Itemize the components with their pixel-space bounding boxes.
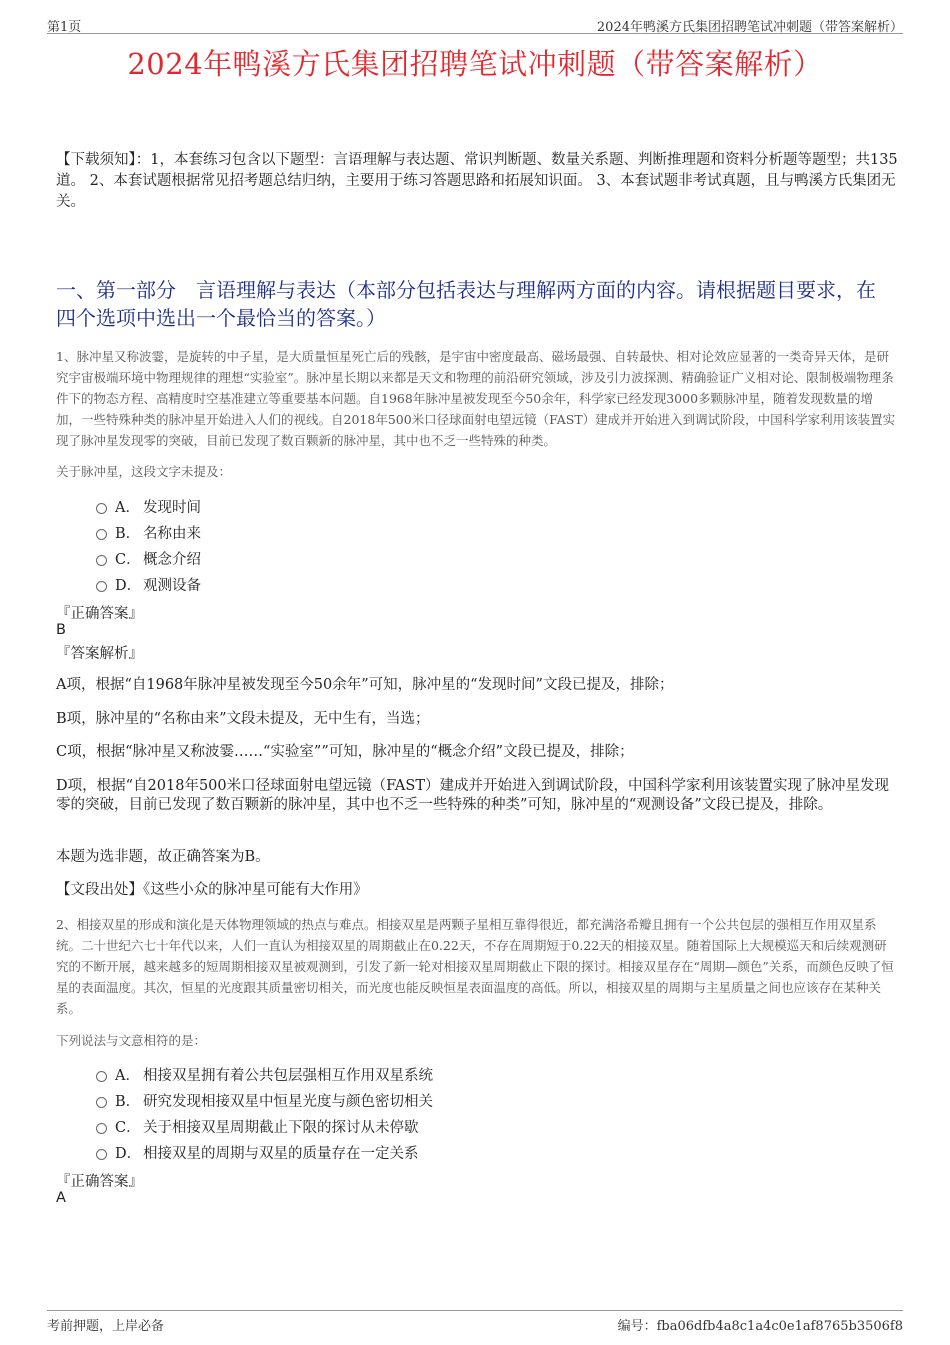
page-header [47, 14, 903, 34]
footer-doc-id: 编号：fba06dfb4a8c1a4c0e1af8765b3506f8 [617, 1319, 903, 1334]
question-1-options [96, 493, 201, 597]
analysis-b: B项，脉冲星的“名称由来”文段未提及，无中生有，当选； [56, 711, 430, 727]
document-title: 2024年鸭溪方氏集团招聘笔试冲刺题（带答案解析） [127, 47, 823, 81]
question-2-passage: 2、相接双星的形成和演化是天体物理领域的热点与难点。相接双星是两颗子星相互靠得很近，都充满洛希瓣且拥有一个公共包层的强相互作用双星系统。二十世纪六七十年代以来，人们一直认为相接双星的周期截止在0.22天，不存在周期短于0.22天的相接双星。随着国际上大规模巡天和后续观测研究的不断开展，越来越多的短周期相接双星被观测到，引发了新一轮对相接双星周期截止下限的探讨。相接双星存在“周期—颜色”关系，而颜色反映了恒星的表面温度。其次，恒星的光度跟其质量密切相关，而光度也能反映恒星表面温度的高低。所以，相接双星的周期与主星质量之间也应该存在某种关系。 [56, 917, 894, 1016]
option-b[interactable]: B． 名称由来 [96, 519, 201, 545]
option-a[interactable]: A． 相接双星拥有着公共包层强相互作用双星系统 [96, 1061, 433, 1087]
answer-label: 『正确答案』 [56, 606, 143, 622]
download-notice: 【下载须知】：1，本套练习包含以下题型：言语理解与表达题、常识判断题、数量关系题、判断推理题和资料分析题等题型；共135道。 2、本套试题根据常见招考题总结归纳，主要用于练习答题思路和拓展知识面。 3、本套试题非考试真题，且与鸭溪方氏集团无关。 [56, 152, 898, 210]
analysis-d: D项，根据“自2018年500米口径球面射电望远镜（FAST）建成并开始进入到调试阶段，中国科学家利用该装置实现了脉冲星发现零的突破，目前已发现了数百颗新的脉冲星，其中也不乏一些特殊的种类”可知，脉冲星的“观测设备”文段已提及，排除。 [56, 778, 889, 813]
option-b[interactable]: B． 研究发现相接双星中恒星光度与颜色密切相关 [96, 1087, 433, 1113]
option-c[interactable]: C． 概念介绍 [96, 545, 201, 571]
analysis-a: A项，根据“自1968年脉冲星被发现至今50余年”可知，脉冲星的“发现时间”文段已提及，排除； [56, 677, 674, 693]
page-number: 第1页 [47, 20, 82, 35]
radio-icon[interactable] [96, 1097, 107, 1108]
question-2-options [96, 1061, 433, 1165]
analysis-c: C项，根据“脉冲星又称波霎……“实验室””可知，脉冲星的“概念介绍”文段已提及，排除； [56, 744, 634, 760]
option-d[interactable]: D． 相接双星的周期与双星的质量存在一定关系 [96, 1139, 433, 1165]
section-heading: 一、第一部分 言语理解与表达（本部分包括表达与理解两方面的内容。请根据题目要求，在四个选项中选出一个最恰当的答案。） [56, 278, 876, 330]
question-1-passage: 1、脉冲星又称波霎，是旋转的中子星，是大质量恒星死亡后的残骸，是宇宙中密度最高、磁场最强、自转最快、相对论效应显著的一类奇异天体，是研究宇宙极端环境中物理规律的理想“实验室”。脉冲星长期以来都是天文和物理的前沿研究领域，涉及引力波探测、精确验证广义相对论、限制极端物理条件下的物态方程、高精度时空基准建立等重要基本问题。自1968年脉冲星被发现至今50余年，科学家已经发现3000多颗脉冲星，随着发现数量的增加，一些特殊种类的脉冲星开始进入人们的视线。自2018年500米口径球面射电望远镜（FAST）建成并开始进入到调试阶段，中国科学家利用该装置实现了脉冲星发现零的突破，目前已发现了数百颗新的脉冲星，其中也不乏一些特殊的种类。 [56, 349, 896, 448]
radio-icon[interactable] [96, 503, 107, 514]
analysis-label: 『答案解析』 [56, 646, 143, 662]
answer-label: 『正确答案』 [56, 1174, 143, 1190]
option-c[interactable]: C． 关于相接双星周期截止下限的探讨从未停歇 [96, 1113, 433, 1139]
radio-icon[interactable] [96, 1149, 107, 1160]
radio-icon[interactable] [96, 1071, 107, 1082]
option-a[interactable]: A． 发现时间 [96, 493, 201, 519]
correct-answer: B [56, 622, 66, 638]
page-footer [47, 1310, 903, 1334]
source-citation: 【文段出处】《这些小众的脉冲星可能有大作用》 [56, 882, 368, 898]
radio-icon[interactable] [96, 581, 107, 592]
radio-icon[interactable] [96, 529, 107, 540]
question-1-prompt: 关于脉冲星，这段文字未提及： [56, 464, 232, 479]
analysis-conclusion: 本题为选非题，故正确答案为B。 [56, 849, 270, 865]
correct-answer: A [56, 1190, 66, 1206]
question-2-prompt: 下列说法与文意相符的是： [56, 1033, 207, 1048]
radio-icon[interactable] [96, 1123, 107, 1134]
radio-icon[interactable] [96, 555, 107, 566]
footer-slogan: 考前押题，上岸必备 [47, 1319, 165, 1334]
option-d[interactable]: D． 观测设备 [96, 571, 201, 597]
header-doc-name: 2024年鸭溪方氏集团招聘笔试冲刺题（带答案解析） [596, 20, 903, 35]
